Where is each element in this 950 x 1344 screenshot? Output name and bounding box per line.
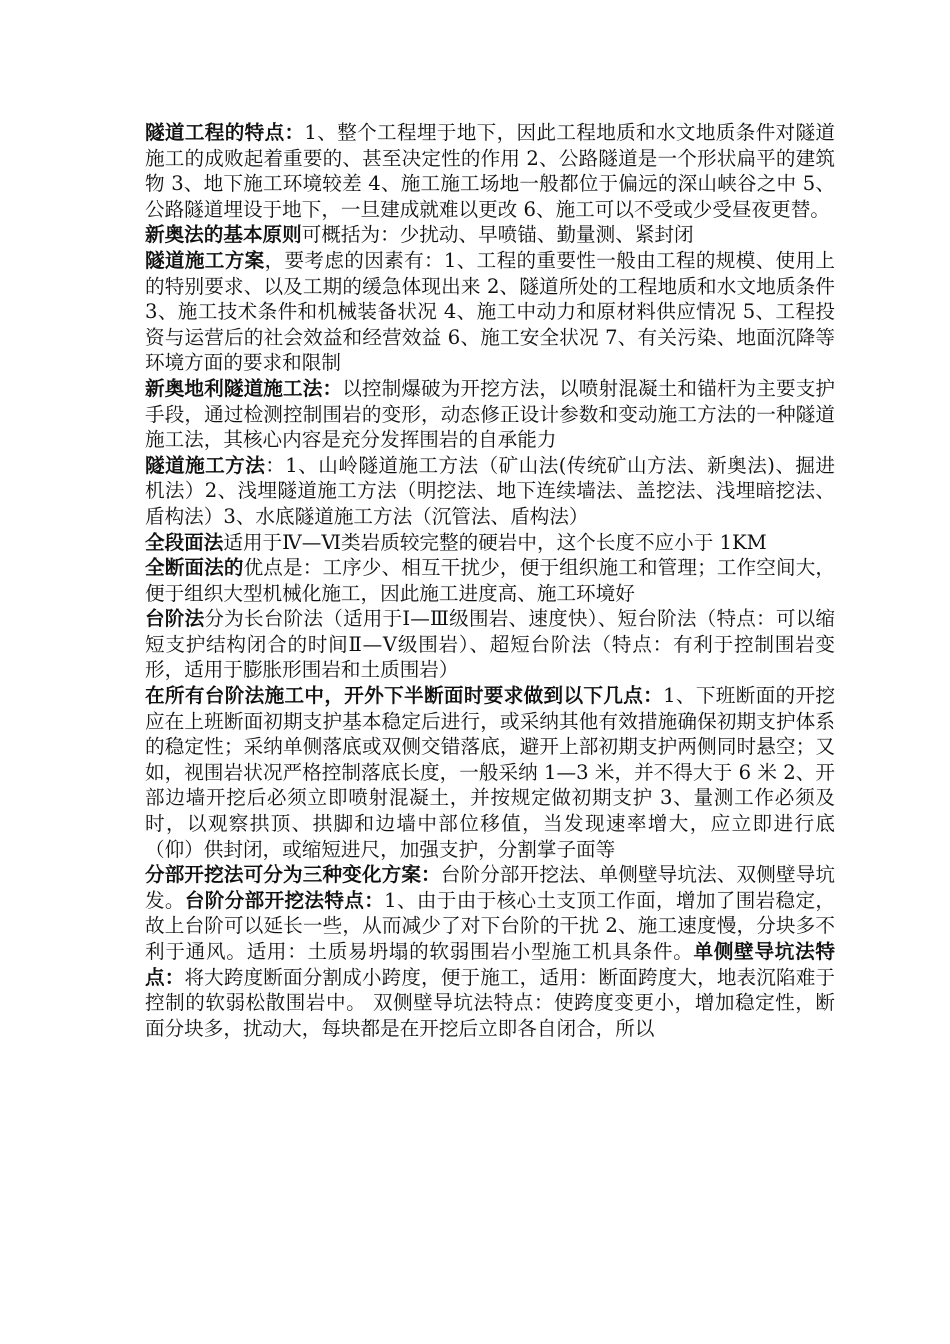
body-text: ：1、山岭隧道施工方法（矿山法(传统矿山方法、新奥法)、掘进机法）2、浅埋隧道施工方法（明挖法、地下连续墙法、盖挖法、浅埋暗挖法、盾构法）3、水底隧道施工方法（沉管法、盾构法） [145, 453, 835, 528]
bold-heading-text: 全段面法 [145, 530, 224, 554]
body-text: 1、整个工程埋于地下，因此工程地质和水文地质条件对隧道施工的成败起着重要的、甚至决定性的作用 2、公路隧道是一个形状扁平的建筑物 3、地下施工环境较差 4、施工施工场地一般都位于偏远的深山峡谷之中 5、公路隧道埋设于地下，一旦建成就难以更改 6、施工可以不受或少受昼夜更替。 [145, 121, 835, 221]
bold-heading-text: 台阶法 [145, 607, 205, 631]
paragraph [145, 683, 835, 862]
paragraph [145, 555, 835, 606]
body-text: 台阶分部开挖法、单侧壁导坑法、双侧壁导坑发。 [145, 863, 836, 912]
paragraph [145, 376, 835, 453]
paragraph [145, 453, 835, 530]
bold-heading-text: 分部开挖法可分为三种变化方案： [145, 863, 441, 887]
bold-heading-text: 隧道工程的特点： [145, 121, 305, 144]
body-text: 优点是：工序少、相互干扰少，便于组织施工和管理；工作空间大，便于组织大型机械化施工，因此施工进度高、施工环境好 [145, 556, 836, 605]
body-text: 1、下班断面的开挖应在上班断面初期支护基本稳定后进行，或采纳其他有效措施确保初期支护体系的稳定性；采纳单侧落底或双侧交错落底，避开上部初期支护两侧同时悬空；又如，视围岩状况严格控制落底长度，一般采纳 1—3 米，并不得大于 6 米 2、开部边墙开挖后必须立即喷射混凝土，并按规定做初期支护 3、量测工作必须及时，以观察拱顶、拱脚和边墙中部位移值，当发现速率增大，应立即进行底（仰）供封闭，或缩短进尺，加强支护，分割掌子面等 [145, 684, 836, 861]
paragraph [145, 606, 835, 683]
body-text: ，要考虑的因素有：1、工程的重要性一般由工程的规模、使用上的特别要求、以及工期的缓急体现出来 2、隧道所处的工程地质和水文地质条件 3、施工技术条件和机械装备状况 4、施工中动力和原材料供应情况 5、工程投资与运营后的社会效益和经营效益 6、施工安全状况 7、有关污染、地面沉降等环境方面的要求和限制 [145, 248, 836, 375]
paragraph [145, 222, 835, 248]
bold-heading-text: 隧道施工方法 [145, 453, 266, 477]
bold-heading-text: 台阶分部开挖法特点： [184, 888, 385, 912]
body-text: 分为长台阶法（适用于Ⅰ—Ⅲ级围岩、速度快）、短台阶法（特点：可以缩短支护结构闭合的时间Ⅱ—Ⅴ级围岩）、超短台阶法（特点：有利于控制围岩变形，适用于膨胀形围岩和土质围岩） [145, 607, 836, 682]
body-text: 适用于Ⅳ—Ⅵ类岩质较完整的硬岩中，这个长度不应小于 1KM [223, 530, 767, 554]
paragraph [145, 862, 835, 1041]
document-page [145, 120, 835, 1041]
paragraph [145, 120, 835, 222]
bold-heading-text: 隧道施工方案 [145, 248, 265, 272]
body-text: 1、由于由于核心土支顶工作面，增加了围岩稳定，故上台阶可以延长一些，从而减少了对下台阶的干扰 2、施工速度慢，分块多不利于通风。适用：土质易坍塌的软弱围岩小型施工机具条件。 [145, 888, 836, 963]
bold-heading-text: 单侧壁导坑法特点： [145, 940, 836, 989]
body-text: 可概括为：少扰动、早喷锚、勤量测、紧封闭 [301, 223, 694, 247]
bold-heading-text: 新奥地利隧道施工法： [145, 376, 343, 400]
bold-heading-text: 新奥法的基本原则 [145, 223, 302, 247]
bold-heading-text: 全断面法的 [145, 556, 244, 580]
body-text: 将大跨度断面分割成小跨度，便于施工，适用：断面跨度大，地表沉陷难于控制的软弱松散围岩中。 双侧壁导坑法特点：使跨度变更小，增加稳定性，断面分块多，扰动大，每块都是在开挖后立即各自闭合，所以 [145, 965, 836, 1040]
paragraph [145, 248, 835, 376]
paragraph [145, 530, 835, 556]
bold-heading-text: 在所有台阶法施工中，开外下半断面时要求做到以下几点： [145, 684, 664, 708]
body-text: 以控制爆破为开挖方法，以喷射混凝土和锚杆为主要支护手段，通过检测控制围岩的变形，动态修正设计参数和变动施工方法的一种隧道施工法，其核心内容是充分发挥围岩的自承能力 [145, 376, 836, 452]
